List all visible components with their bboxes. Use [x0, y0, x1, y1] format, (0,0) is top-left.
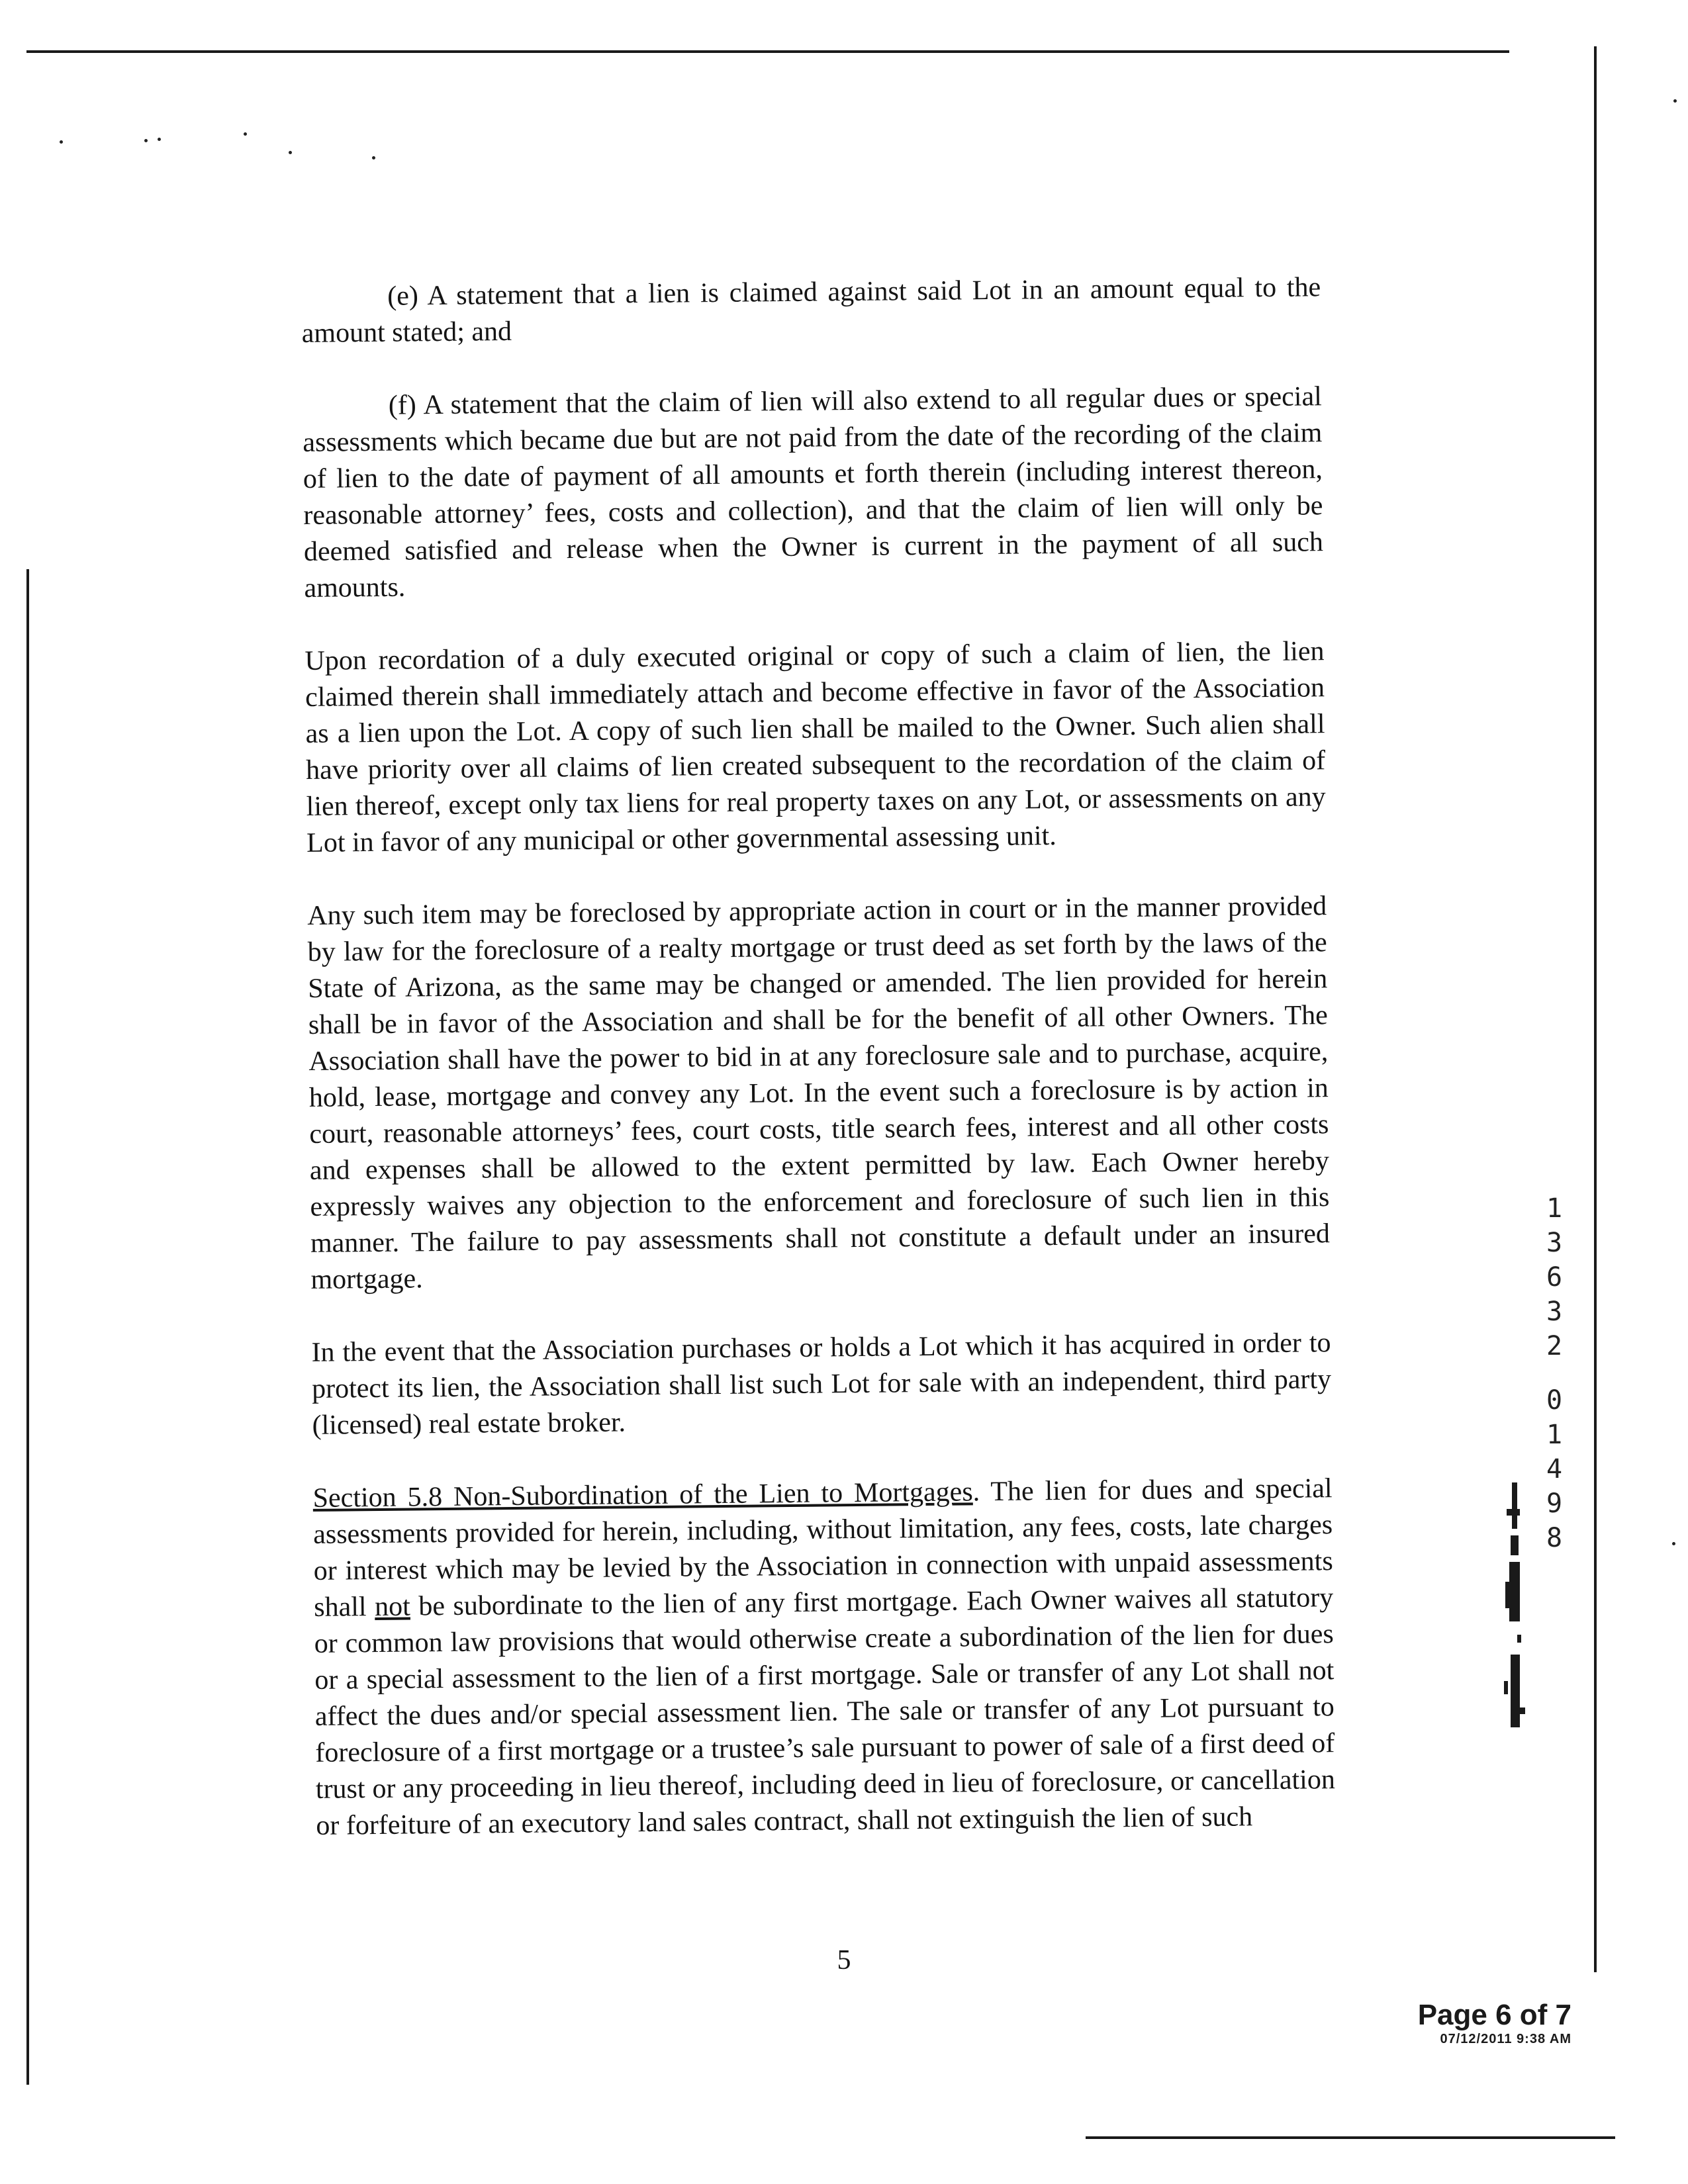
- stamp-digit: 3: [1546, 1297, 1563, 1327]
- paragraph-f: (f) A statement that the claim of lien will also extend to all regular dues or special assessments which became due but are not paid from the date of the recording of the claim of lien to the date of payment of all amounts et forth therein (including interest thereon, reasonable attorney’ fees, costs and collection), and that the claim of lien will only be deemed satisfied and release when the Owner is current in the payment of all such amounts.: [303, 381, 1324, 604]
- page-indicator: [1418, 1999, 1571, 2047]
- scan-speck: [372, 156, 375, 159]
- scan-speck: [158, 138, 161, 141]
- scan-speck: [1672, 1542, 1675, 1545]
- bottom-border-line: [1086, 2136, 1615, 2139]
- page-number: 5: [837, 1945, 851, 1976]
- print-timestamp: 07/12/2011 9:38 AM: [1440, 2032, 1571, 2046]
- barcode-icon: [1497, 1482, 1532, 1734]
- stamp-digit: 1: [1546, 1193, 1563, 1224]
- section-5-8-text-before: . The lien for dues and special assessments provided for herein, including, without limitation, any fees, costs, late charges or interest which may be levied by the Association in connection with unpaid assessments shall: [312, 1473, 1333, 1623]
- recording-stamp: [1534, 1191, 1574, 1555]
- left-border-line: [26, 569, 29, 2085]
- stamp-digit: 0: [1546, 1385, 1563, 1416]
- stamp-digit: 2: [1546, 1331, 1563, 1361]
- scan-speck: [60, 140, 63, 144]
- section-5-8-heading: Section 5.8 Non-Subordination of the Lien to Mortgages: [312, 1477, 973, 1514]
- page-label: Page 6 of 7: [1417, 1999, 1571, 2031]
- document-body: [301, 269, 1336, 1881]
- stamp-digit: 9: [1546, 1488, 1563, 1519]
- right-border-line: [1594, 46, 1597, 1972]
- scan-speck: [144, 139, 148, 142]
- section-5-8-text-after: be subordinate to the lien of any first mortgage. Each Owner waives all statutory or common law provisions that would otherwise create a subordination of the lien for dues or a special assessment to the lien of a first mortgage. Sale or transfer of any Lot shall not affect the dues and/or special assessment lien. The sale or transfer of any Lot pursuant to foreclosure of a first mortgage or a trustee’s sale pursuant to power of sale of a first deed of trust or any proceeding in lieu thereof, including deed in lieu of foreclosure, or cancellation or forfeiture of an executory land sales contract, shall not extinguish the lien of such: [314, 1582, 1336, 1841]
- paragraph-foreclosure: Any such item may be foreclosed by appropriate action in court or in the manner provided by law for the foreclosure of a realty mortgage or trust deed as set forth by the laws of the State of Arizona, as the same may be changed or amended. The lien provided for herein shall be in favor of the Association and shall be for the benefit of all other Owners. The Association shall have the power to bid in at any foreclosure sale and to purchase, acquire, hold, lease, mortgage and convey any Lot. In the event such a foreclosure is by action in court, reasonable attorneys’ fees, court costs, title search fees, interest and all other costs and expenses shall be allowed to the extent permitted by law. Each Owner hereby expressly waives any objection to the enforcement and foreclosure of such lien in this manner. The failure to pay assessments shall not constitute a default under an insured mortgage.: [307, 891, 1331, 1295]
- stamp-digit: 8: [1546, 1523, 1563, 1553]
- section-5-8-paragraph: [312, 1471, 1335, 1844]
- stamp-digit: 1: [1546, 1420, 1563, 1450]
- scan-speck: [244, 132, 247, 136]
- scan-speck: [289, 151, 292, 154]
- stamp-digit: 3: [1546, 1228, 1563, 1258]
- top-border-line: [26, 50, 1509, 53]
- scan-speck: [1673, 99, 1677, 103]
- paragraph-association-purchase: In the event that the Association purchases or holds a Lot which it has acquired in order to protect its lien, the Association shall list such Lot for sale with an independent, third party (licensed) real estate broker.: [311, 1328, 1332, 1441]
- stamp-digit: 4: [1546, 1454, 1563, 1484]
- paragraph-recordation: Upon recordation of a duly executed original or copy of such a claim of lien, the lien claimed therein shall immediately attach and become effective in favor of the Association as a lien upon the Lot. A copy of such lien shall be mailed to the Owner. Such alien shall have priority over all claims of lien created subsequent to the recordation of the claim of lien thereof, except only tax liens for real property taxes on any Lot, or assessments on any Lot in favor of any municipal or other governmental assessing unit.: [305, 636, 1326, 858]
- paragraph-e: (e) A statement that a lien is claimed against said Lot in an amount equal to the amount stated; and: [301, 272, 1321, 349]
- section-5-8-emphasis: not: [374, 1591, 411, 1623]
- stamp-digit: 6: [1546, 1262, 1563, 1293]
